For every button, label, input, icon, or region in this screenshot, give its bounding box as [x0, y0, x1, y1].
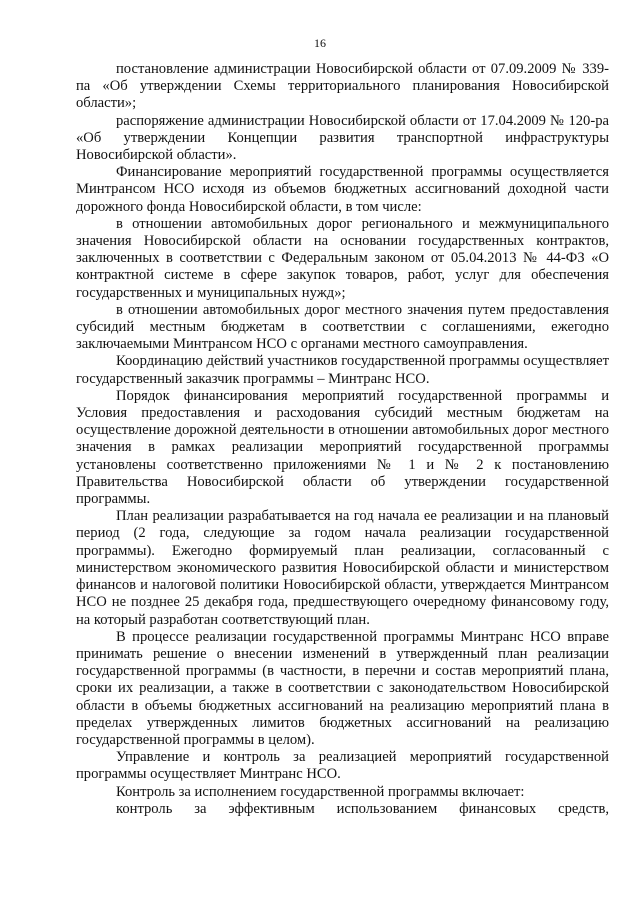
paragraph-plan-changes: В процессе реализации государственной программы Минтранс НСО вправе принимать решение о внесении изменений в утвержденный план реализации государственной программы (в частности, в перечни и состав мероприятий плана, сроки их реализации, а также в соответствии с законодательством Новосибирской области в объемы бюджетных ассигнований на реализацию мероприятий плана в пределах утвержденных лимитов бюджетных ассигнований на реализацию государственной программы в целом). — [76, 628, 609, 748]
paragraph-financing-procedure: Порядок финансирования мероприятий государственной программы и Условия предоставления и расходования субсидий местным бюджетам на осуществление дорожной деятельности в отношении автомобильных дорог местного значения в рамках реализации мероприятий государственной программы установлены соответственно приложениями № 1 и № 2 к постановлению Правительства Новосибирской области об утверждении государственной программы. — [76, 387, 609, 508]
paragraph-local-roads: в отношении автомобильных дорог местного значения путем предоставления субсидий местным бюджетам в соответствии с соглашениями, ежегодно заключаемыми Минтрансом НСО с органами местного самоуправления. — [76, 301, 609, 353]
paragraph-resolution-339: постановление администрации Новосибирской области от 07.09.2009 № 339-па «Об утверждении Схемы территориального планирования Новосибирской области»; — [76, 61, 609, 112]
paragraph-regional-roads: в отношении автомобильных дорог регионального и межмуниципального значения Новосибирской области на основании государственных контрактов, заключенных в соответствии с Федеральным законом от 05.04.2013 № 44-ФЗ «О контрактной системе в сфере закупок товаров, работ, услуг для обеспечения государственных и муниципальных нужд»; — [76, 215, 609, 301]
paragraph-control-funds: контроль за эффективным использованием финансовых средств, — [116, 800, 609, 817]
paragraph-implementation-plan: План реализации разрабатывается на год начала ее реализации и на плановый период (2 года, следующие за годом начала реализации государственной программы). Ежегодно формируемый план реализации, согласованный с министерством экономического развития Новосибирской области и министерством финансов и налоговой политики Новосибирской области, утверждается Минтрансом НСО не позднее 25 декабря года, предшествующего очередному финансовому году, на который разработан соответствующий план. — [76, 508, 609, 628]
paragraph-financing: Финансирование мероприятий государственной программы осуществляется Минтрансом НСО исходя из объемов бюджетных ассигнований доходной части дорожного фонда Новосибирской области, в том числе: — [76, 164, 609, 215]
paragraph-management: Управление и контроль за реализацией мероприятий государственной программы осуществляет Минтранс НСО. — [76, 749, 609, 783]
paragraph-control-includes: Контроль за исполнением государственной программы включает: — [116, 783, 525, 800]
paragraph-coordination: Координацию действий участников государственной программы осуществляет государственный заказчик программы – Минтранс НСО. — [76, 353, 609, 387]
page-number: 16 — [314, 36, 326, 50]
document-body — [76, 61, 609, 818]
paragraph-order-120: распоряжение администрации Новосибирской области от 17.04.2009 № 120-ра «Об утверждении Концепции развития транспортной инфраструктуры Новосибирской области». — [76, 112, 609, 164]
